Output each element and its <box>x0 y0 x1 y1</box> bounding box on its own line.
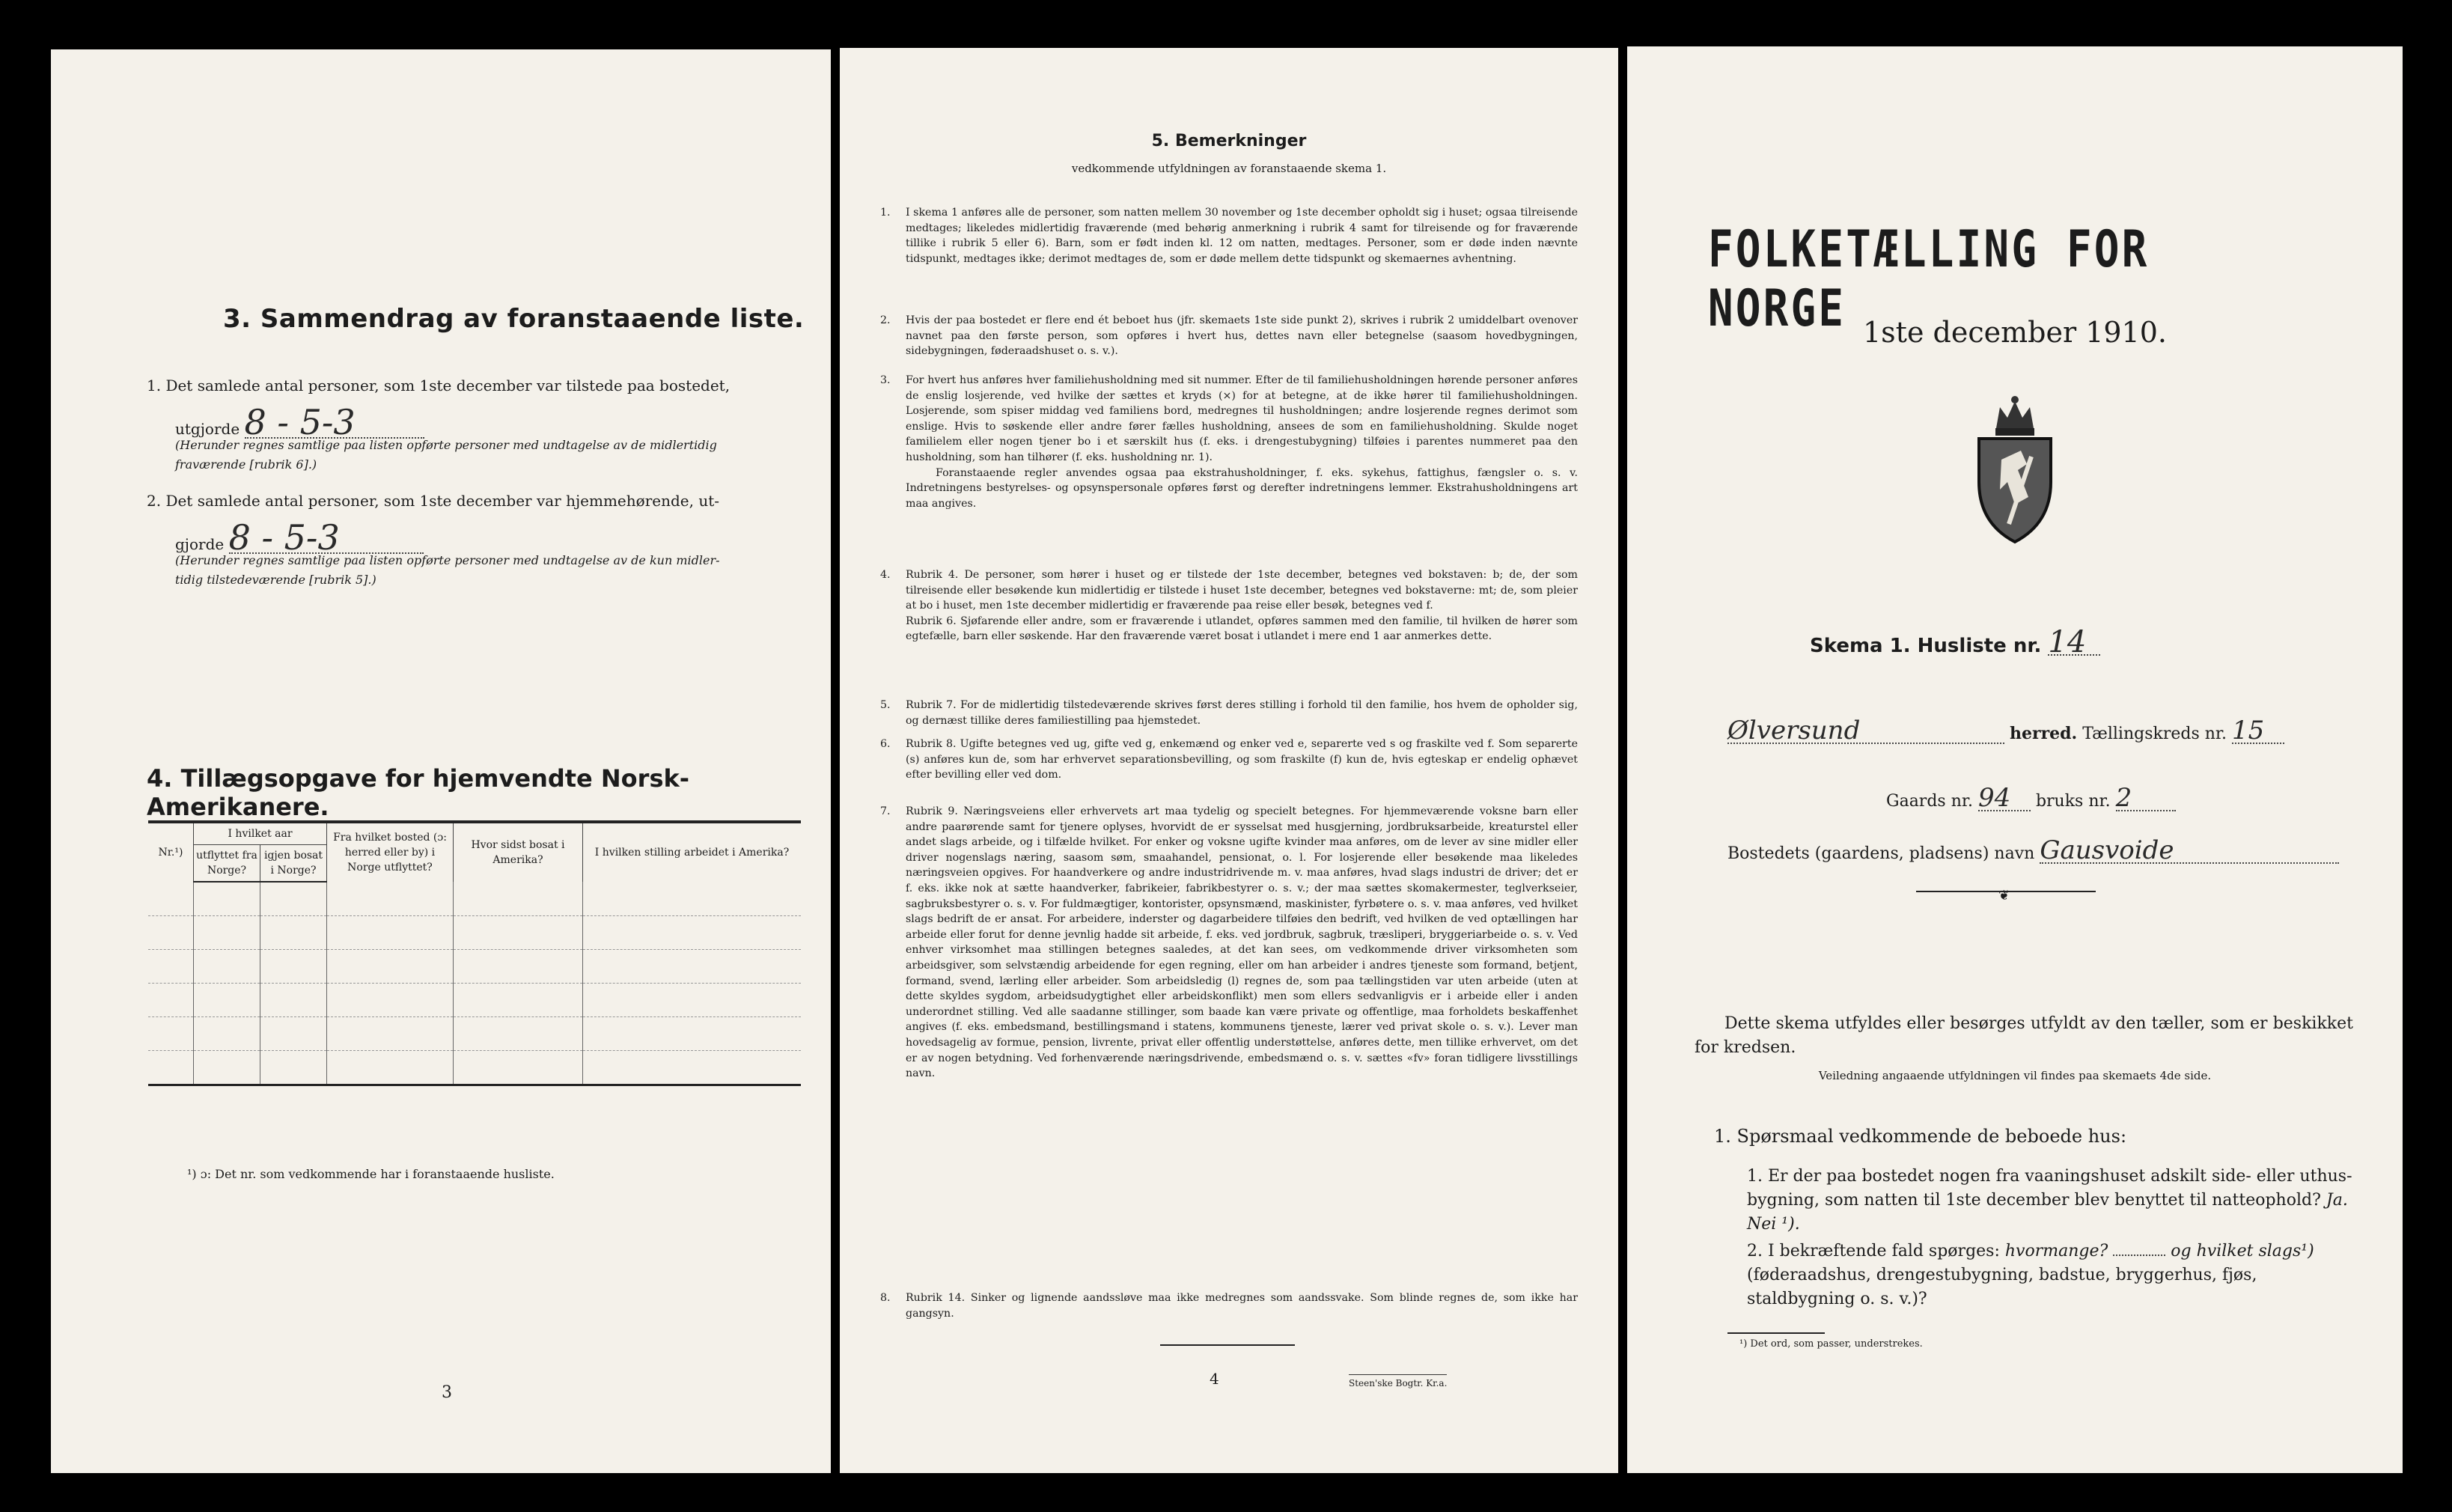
section3-item1-note-2: fraværende [rubrik 6].) <box>175 457 317 472</box>
page-right <box>1627 46 2403 1473</box>
section3-item1-value: 8 - 5-3 <box>245 407 424 439</box>
question-1-answer: Ja. Nei ¹). <box>1747 1191 2348 1234</box>
section4-title: 4. Tillægsopgave for hjemvendte Norsk-Amerikanere. <box>147 764 690 821</box>
table-row <box>148 916 801 950</box>
page-middle <box>840 48 1618 1473</box>
page-number-left: 3 <box>442 1383 452 1402</box>
remark-item: 1. I skema 1 anføres alle de personer, som natten mellem 30 november og 1ste december opholdt sig i huset; ogsaa tilreisende medtages; likeledes midlertidig fraværende (med behørig anmerkning i rubrik 4 samt for tilreisende og for fraværende tillike i rubrik 5 eller 6). Barn, som er født inden kl. 12 om natten, medtages. Personer, som er døde inden nævnte tidspunkt, medtages ikke; derimot medtages de, som er døde mellem dette tidspunkt og skemaernes avhentning. <box>880 207 1578 265</box>
section4-footnote: ¹) ɔ: Det nr. som vedkommende har i foranstaaende husliste. <box>187 1167 555 1181</box>
question-2-examples: (føderaadshus, drengestubygning, badstue, bryggerhus, fjøs, staldbygning o. s. v.)? <box>1747 1266 2257 1308</box>
instructions-note: Veiledning angaaende utfyldningen vil findes paa skemaets 4de side. <box>1818 1069 2212 1082</box>
table-row <box>148 950 801 984</box>
remark-item: 3. For hvert hus anføres hver familiehusholdning med sit nummer. Efter de til familiehusholdningen hørende personer anføres de enslig losjerende, ved hvilke der sættes et kryds (×) for at betegne, at de ikke hører til familiehusholdningen. Losjerende, som spiser middag ved familiens bord, medregnes til husholdningen; andre losjerende regnes derimot som enslige. Hvis to søskende eller andre fører fælles husholdning, ansees de som en familiehusholdning. Skulde noget familielem eller nogen tjener bo i et særskilt hus (f. eks. i drengestubygning) tilføies i parentes nummeret paa den husholdning, som han tilhører (f. eks. husholdning nr. 1). Foranstaaende regler anvendes ogsaa paa ekstrahusholdninger, f. eks. sykehus, fattighus, fængsler o. s. v. Indretningens bestyrelses- og opsynspersonale opføres først og derefter indretningens lemmer. Ekstrahusholdningens art maa angives. <box>880 374 1578 510</box>
herred-label: herred. <box>2010 724 2078 743</box>
remark-item: 2. Hvis der paa bostedet er flere end ét beboet hus (jfr. skemaets 1ste side punkt 2), skrives i rubrik 2 umiddelbart ovenover navnet paa den første person, som opføres i hvert hus, dettes navn eller betegnelse (saasom hovedbygningen, sidebygningen, føderaadshuset o. s. v.). <box>880 314 1578 358</box>
divider <box>1727 1332 1825 1334</box>
remarks-title: 5. Bemerkninger <box>1151 132 1307 150</box>
question-2-lead: 2. I bekræftende fald spørges: <box>1747 1242 2000 1260</box>
remark-item: 6. Rubrik 8. Ugifte betegnes ved ug, gifte ved g, enkemænd og enker ved e, separerte ved s og fraskilte ved f. Som separerte (s) anføres kun de, som har erhvervet separationsbevilling, og som fraskilte (f) kun de, hvis egteskap er endelig ophævet efter bevilling eller ved dom. <box>880 738 1578 781</box>
census-date: 1ste december 1910. <box>1863 316 2167 349</box>
ornament-icon: ❦ <box>1998 888 2010 903</box>
col-nr: Nr.¹) <box>148 822 194 882</box>
section3-item2-lead: gjorde <box>175 535 225 553</box>
section3-item2-text: 2. Det samlede antal personer, som 1ste december var hjemmehørende, ut- <box>147 492 719 510</box>
kreds-label: Tællingskreds nr. <box>2082 725 2227 743</box>
section3-item1-lead: utgjorde <box>175 420 240 438</box>
remark-item: 4. Rubrik 4. De personer, som hører i huset og er tilstede der 1ste december, betegnes ved bokstaven: b; de, der som tilreisende eller besøkende kun midlertidig er tilstede i huset 1ste december, betegnes ved bokstaverne: mt; de, som pleier at bo i huset, men 1ste december midlertidig er fraværende paa reise eller besøk, betegnes ved f. Rubrik 6. Sjøfarende eller andre, som er fraværende i utlandet, opføres sammen med den familie, til hvilken de hører som egtefælle, barn eller søskende. Har den fraværende været bosat i utlandet i mere end 1 aar anmerkes dette. <box>880 569 1578 643</box>
col-group-aar: I hvilket aar <box>194 822 327 845</box>
section3-item1-note-1: (Herunder regnes samtlige paa listen opførte personer med undtagelse av de midlertidig <box>175 438 717 452</box>
remark-item: 5. Rubrik 7. For de midlertidig tilstedeværende skrives først deres stilling i forhold til den familie, hos hvem de opholder sig, og dernæst tillike deres familiestilling paa hjemstedet. <box>880 699 1578 727</box>
instructions-text: Dette skema utfyldes eller besørges utfyldt av den tæller, som er beskikket for kredsen. <box>1695 1014 2353 1057</box>
section3-item2-note-1: (Herunder regnes samtlige paa listen opførte personer med undtagelse av de kun midler- <box>175 553 720 567</box>
remark-item: 8. Rubrik 14. Sinker og lignende aandssløve maa ikke medregnes som aandssvake. Som blinde regnes de, som ikke har gangsyn. <box>880 1292 1578 1320</box>
col-stilling: I hvilken stilling arbeidet i Amerika? <box>583 822 802 882</box>
footnote: ¹) Det ord, som passer, understrekes. <box>1739 1338 1923 1350</box>
page-number-middle: 4 <box>1210 1370 1219 1388</box>
question-2-hvormange: hvormange? <box>2004 1242 2108 1260</box>
question-2-slags: og hvilket slags¹) <box>2171 1242 2314 1260</box>
section3-item2-note-2: tidig tilstedeværende [rubrik 5].) <box>175 573 376 587</box>
herred-value: Ølversund <box>1727 719 2004 744</box>
col-igjen-bosat: igjen bosat i Norge? <box>260 845 327 882</box>
kreds-value: 15 <box>2232 719 2284 744</box>
section4-table <box>148 820 801 1086</box>
printer-mark: Steen'ske Bogtr. Kr.a. <box>1349 1374 1447 1388</box>
gaards-label: Gaards nr. <box>1886 792 1973 811</box>
bosted-value: Gausvoide <box>2040 838 2339 864</box>
husliste-nr-value: 14 <box>2048 630 2100 656</box>
page-left <box>51 49 831 1473</box>
table-row <box>148 882 801 916</box>
divider <box>1160 1344 1295 1346</box>
section3-item2-value: 8 - 5-3 <box>229 522 424 554</box>
table-row <box>148 984 801 1017</box>
bosted-label: Bostedets (gaardens, pladsens) navn <box>1727 844 2035 863</box>
table-row <box>148 1017 801 1051</box>
section3-title: 3. Sammendrag av foranstaaende liste. <box>223 304 805 334</box>
census-title: FOLKETÆLLING FOR NORGE <box>1708 220 2150 338</box>
gaards-value: 94 <box>1978 786 2031 811</box>
remarks-subtitle: vedkommende utfyldningen av foranstaaende skema 1. <box>1071 162 1387 175</box>
questions-heading: 1. Spørsmaal vedkommende de beboede hus: <box>1714 1126 2127 1147</box>
col-fra-bosted: Fra hvilket bosted (ɔ: herred eller by) i Norge utflyttet? <box>327 822 454 882</box>
col-hvor-bosat: Hvor sidst bosat i Amerika? <box>454 822 583 882</box>
question-1: 1. Er der paa bostedet nogen fra vaaningshuset adskilt side- eller uthus-bygning, som natten til 1ste december blev benyttet til natteophold? <box>1747 1167 2352 1210</box>
section3-item1-text: 1. Det samlede antal personer, som 1ste december var tilstede paa bostedet, <box>147 377 731 394</box>
bruks-value: 2 <box>2116 786 2176 811</box>
col-utflyttet: utflyttet fra Norge? <box>194 845 260 882</box>
coat-of-arms-icon <box>1962 392 2067 549</box>
table-row <box>148 1051 801 1085</box>
skema-label: Skema 1. Husliste nr. <box>1810 635 2042 657</box>
bruks-label: bruks nr. <box>2035 792 2111 811</box>
remark-item: 7. Rubrik 9. Næringsveiens eller erhvervets art maa tydelig og specielt betegnes. For hjemmeværende voksne barn eller andre paarørende samt for tjenere oplyses, hvorvidt de er sysselsat med husgjerning, jordbruksarbeide, kreaturstel eller andet slags arbeide, og i tilfælde hvilket. For enker og voksne ugifte kvinder maa anføres, om de lever av sine midler eller driver nogenslags næring, saasom søm, smaahandel, pensionat, o. l. For losjerende eller besøkende maa likeledes næringsveien opgives. For haandverkere og andre industridrivende m. v. maa anføres, hvad slags industri de driver; det er f. eks. ikke nok at sætte haandverker, fabrikeier, fabrikbestyrer o. s. v.; der maa sættes skomakermester, teglverkseier, sagbruksbestyrer o. s. v. For fuldmægtiger, kontorister, opsynsmænd, maskinister, fyrbøtere o. s. v. maa anføres, ved hvilket slags bedrift de er ansat. For arbeidere, inderster og dagarbeidere tilføies den bedrift, ved hvilken de ved optællingen har arbeide eller forut for denne jevnlig hadde sit arbeide, f. eks. ved jordbruk, sagbruk, træsliperi, bryggeriarbeide o. s. v. Ved enhver virksomhet maa stillingen betegnes saaledes, at det kan sees, om vedkommende driver virksomheten som arbeidsgiver, som selvstændig arbeidende for egen regning, eller om han arbeider i andres tjeneste som formand, betjent, formand, svend, lærling eller arbeider. Som arbeidsledig (l) regnes de, som paa tællingstiden var uten arbeide (uten at dette skyldes sygdom, arbeidsudygtighet eller arbeidskonflikt) men som ellers sedvanligvis er i arbeide eller i anden underordnet stilling. Ved alle saadanne stillinger, som baade kan være private og offentlige, maa forholdets beskaffenhet angives (f. eks. embedsmand, bestillingsmand i statens, kommunens tjeneste, lærer ved privat skole o. s. v.). Lever man hovedsagelig av formue, pension, livrente, privat eller offentlig understøttelse, anføres dette, men tillike erhvervet, om det er av nogen betydning. Ved forhenværende næringsdrivende, embedsmænd o. s. v. sættes «fv» foran tidligere livsstillings navn. <box>880 805 1578 1080</box>
